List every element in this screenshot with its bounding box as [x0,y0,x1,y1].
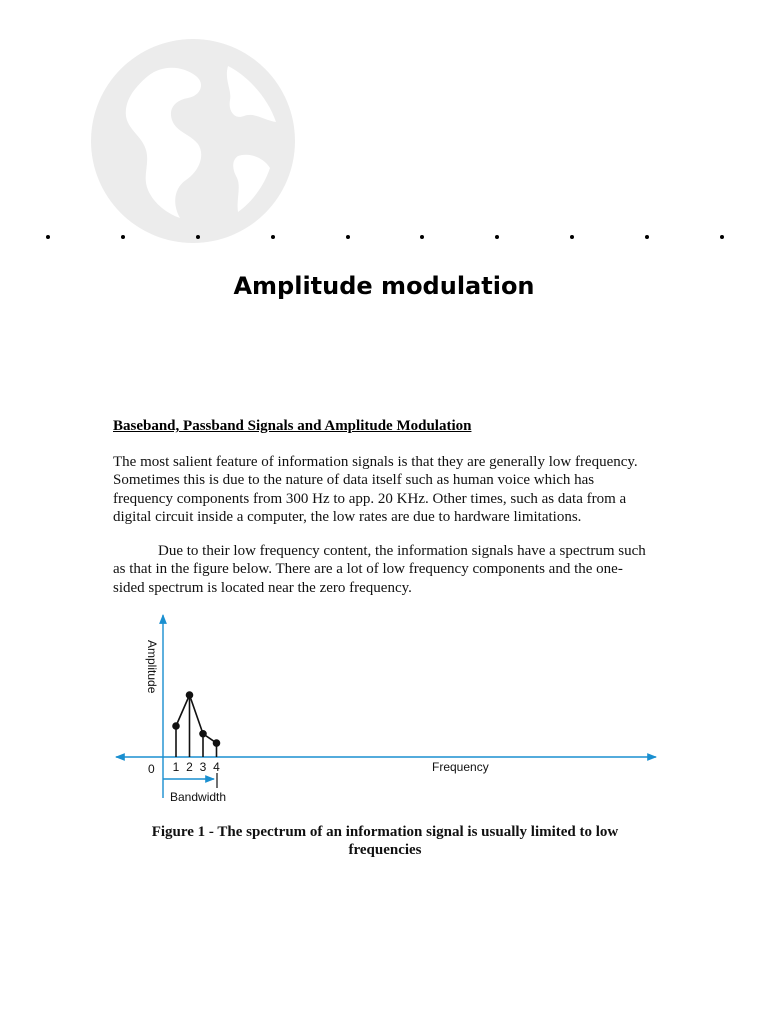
divider-dot [346,235,350,239]
figure-caption: Figure 1 - The spectrum of an information signal is usually limited to low frequencies [151,824,619,858]
paragraph-1: The most salient feature of information signals is that they are generally low frequency. Sometimes this is due to the nature of data itself such as human voice which has frequency components from 300 Hz to app. 20 KHz. Other times, such as data from a digital circuit inside a computer, the low rates are due to hardware limitations. [113,454,638,525]
divider-dot [645,235,649,239]
divider-dot [495,235,499,239]
x-axis-label: Frequency [432,760,489,774]
dot-divider [0,230,768,246]
divider-dot [271,235,275,239]
tick-label: 1 [172,760,180,774]
data-point [172,722,180,730]
tick-label: 2 [186,760,193,774]
tick-label: 3 [199,760,207,774]
section-heading: Baseband, Passband Signals and Amplitude Modulation [113,418,472,434]
tick-label: 4 [213,760,220,774]
page-title: Amplitude modulation [233,272,535,300]
envelope-line [176,695,217,743]
origin-label: 0 [148,762,155,776]
bandwidth-label: Bandwidth [170,790,227,804]
divider-dot [121,235,125,239]
divider-dot [46,235,50,239]
globe-watermark-icon [88,36,298,246]
divider-dot [196,235,200,239]
divider-dot [570,235,574,239]
data-point [213,739,221,747]
y-axis-label: Amplitude [145,640,159,694]
data-point [186,691,194,699]
data-point [199,730,207,738]
paragraph-2: Due to their low frequency content, the information signals have a spectrum such as that in the figure below. There are a lot of low frequency components and the one-sided spectrum is located near the zero frequency. [113,543,646,596]
divider-dot [720,235,724,239]
divider-dot [420,235,424,239]
spectrum-chart [108,610,664,810]
